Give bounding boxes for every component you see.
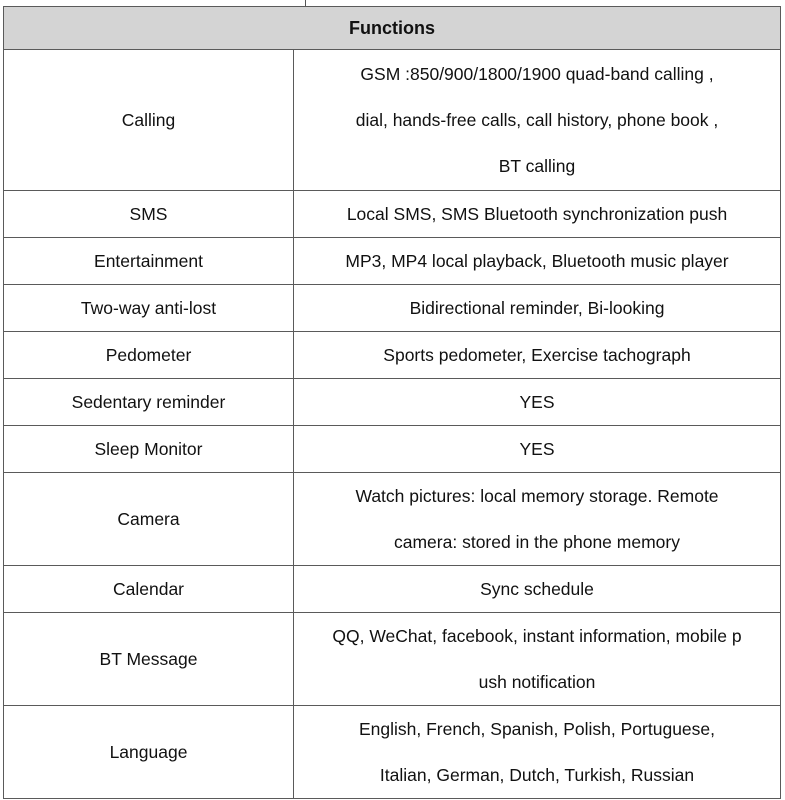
table-row — [4, 238, 781, 285]
functions-header: Functions — [4, 7, 781, 50]
feature-description — [294, 473, 781, 566]
feature-description: MP3, MP4 local playback, Bluetooth music player — [294, 238, 781, 285]
table-row — [4, 473, 781, 566]
feature-name: Language — [4, 706, 294, 799]
feature-name: BT Message — [4, 613, 294, 706]
feature-description — [294, 50, 781, 191]
description-line: English, French, Spanish, Polish, Portuguese, — [358, 719, 716, 739]
description-line: ush notification — [478, 672, 596, 692]
top-strip — [0, 0, 785, 2]
description-line: Watch pictures: local memory storage. Remote — [355, 486, 719, 506]
feature-name: Calling — [4, 50, 294, 191]
description-line: dial, hands-free calls, call history, phone book , — [355, 110, 719, 130]
table-row — [4, 379, 781, 426]
feature-description: Bidirectional reminder, Bi-looking — [294, 285, 781, 332]
table-row — [4, 332, 781, 379]
feature-name: Pedometer — [4, 332, 294, 379]
feature-name: Camera — [4, 473, 294, 566]
feature-name: Two-way anti-lost — [4, 285, 294, 332]
feature-description: Sports pedometer, Exercise tachograph — [294, 332, 781, 379]
feature-description: Local SMS, SMS Bluetooth synchronization push — [294, 191, 781, 238]
feature-name: Sleep Monitor — [4, 426, 294, 473]
table-row — [4, 706, 781, 799]
feature-description — [294, 706, 781, 799]
table-row — [4, 191, 781, 238]
functions-table — [3, 6, 781, 799]
feature-description: Sync schedule — [294, 566, 781, 613]
feature-name: Entertainment — [4, 238, 294, 285]
description-line: QQ, WeChat, facebook, instant information, mobile p — [332, 626, 742, 646]
feature-name: Calendar — [4, 566, 294, 613]
description-line: GSM :850/900/1800/1900 quad-band calling , — [360, 64, 714, 84]
description-line: Italian, German, Dutch, Turkish, Russian — [379, 765, 695, 785]
table-row — [4, 285, 781, 332]
table-row — [4, 613, 781, 706]
table-row — [4, 566, 781, 613]
feature-name: Sedentary reminder — [4, 379, 294, 426]
table-row — [4, 426, 781, 473]
feature-description — [294, 613, 781, 706]
description-line: camera: stored in the phone memory — [394, 532, 680, 552]
table-row — [4, 50, 781, 191]
description-line: BT calling — [498, 156, 576, 176]
feature-name: SMS — [4, 191, 294, 238]
feature-description: YES — [294, 426, 781, 473]
feature-description: YES — [294, 379, 781, 426]
